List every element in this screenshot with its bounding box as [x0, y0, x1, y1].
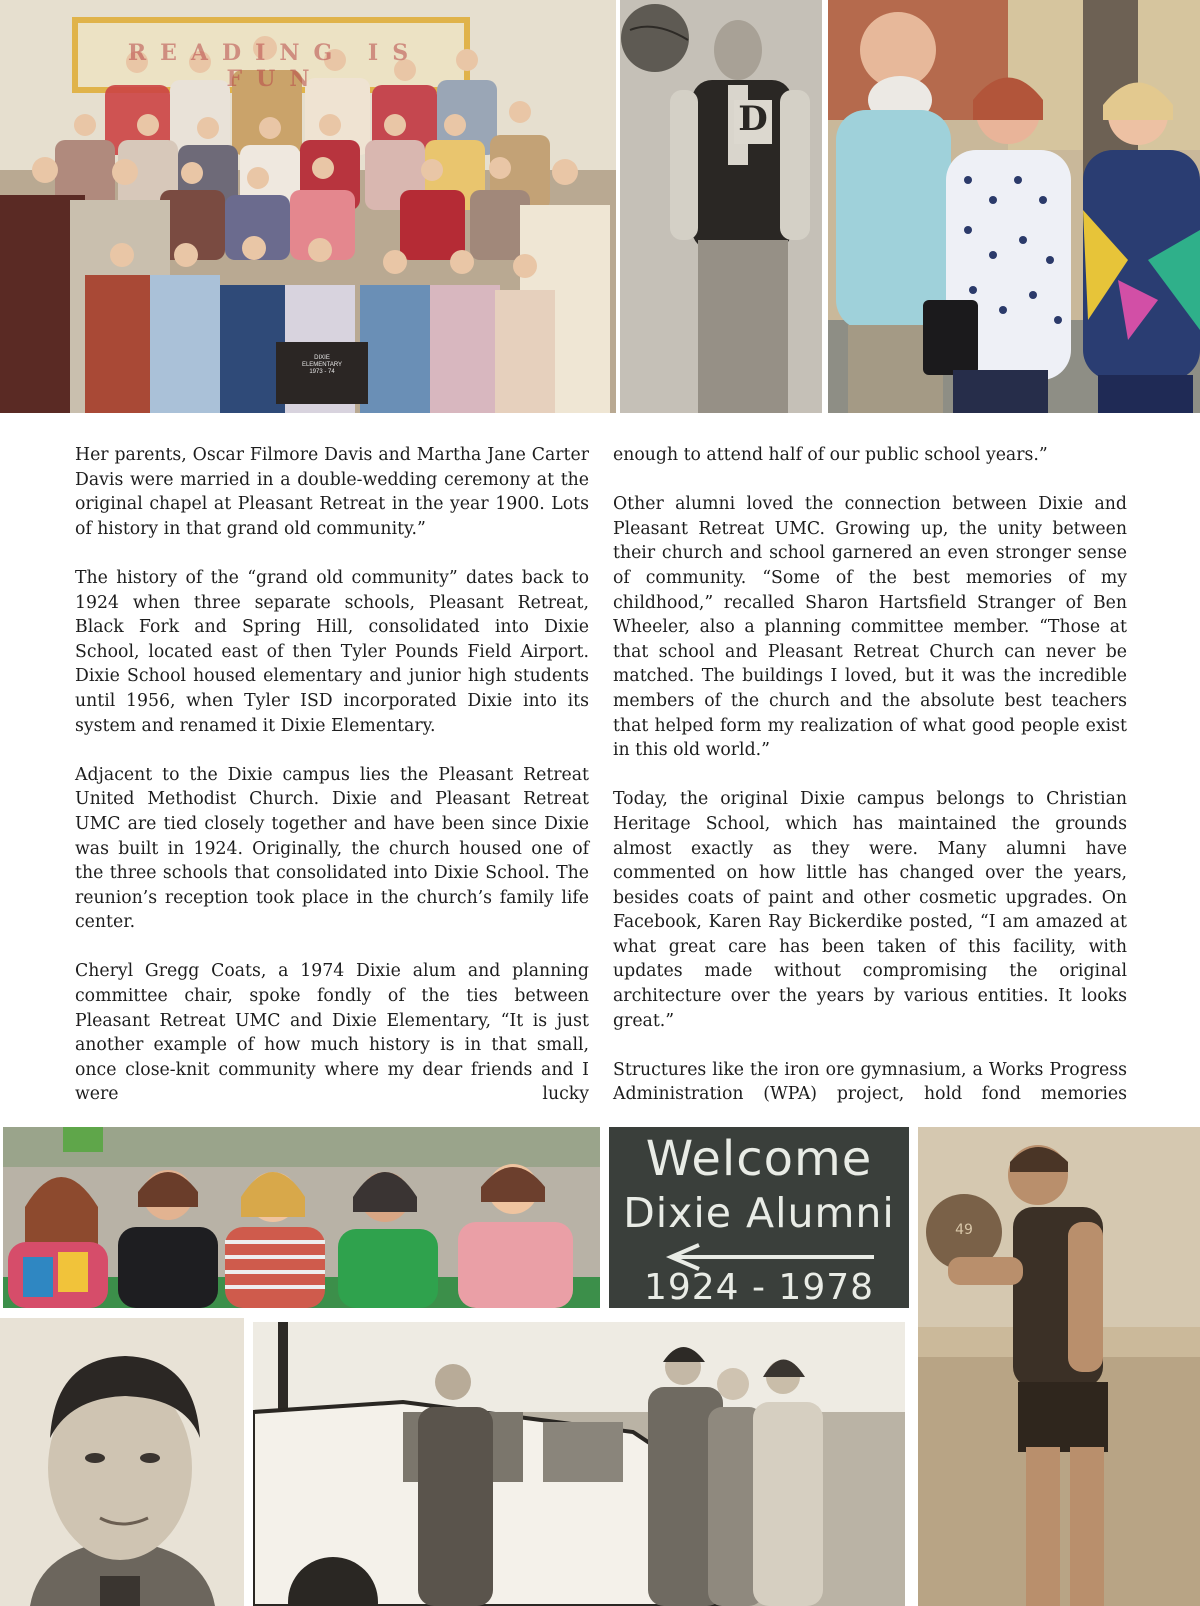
right-paragraph-2: Other alumni loved the connection between Dixie and Pleasant Retreat UMC. Growing up, the unity between their church and school garnered an even stronger sense of community. “Some of the best memories of my childhood,” recalled Sharon Hartsfield Stranger of Ben Wheeler, also a planning committee member. “Those at that school and Pleasant Retreat Church can never be matched. The buildings I loved, but it was the incredible members of the church and the absolute best teachers that helped form my realization of what good people exist in this old world.” [613, 494, 1127, 761]
right-paragraph-1: enough to attend half of our public school years.” [613, 445, 1048, 465]
welcome-chalkboard-photo [609, 1127, 909, 1308]
basketball-player-photo [918, 1127, 1200, 1606]
chalkboard-welcome: Welcome [645, 1131, 873, 1187]
reunion-group-photo [3, 1127, 600, 1308]
reading-banner: READING IS FUN [127, 40, 423, 92]
class-photo-1973 [0, 0, 616, 413]
coach-jacket-photo [620, 0, 822, 413]
alumni-trio-photo [828, 0, 1200, 413]
sign-line-1: DIXIE [314, 355, 330, 361]
class-photo-sign [276, 355, 368, 376]
chalkboard-dixie-alumni: Dixie Alumni [623, 1189, 895, 1237]
left-paragraph-1: Her parents, Oscar Filmore Davis and Martha Jane Carter Davis were married in a double-wedding ceremony at the original chapel at Pleasant Retreat in the year 1900. Lots of history in that grand old community.” [75, 445, 589, 539]
group-by-car-photo [253, 1322, 905, 1606]
portrait-man-photo [0, 1318, 244, 1606]
sign-line-2: ELEMENTARY [301, 362, 343, 368]
portrait-illustration [0, 1318, 244, 1606]
car-group-illustration [253, 1322, 905, 1606]
left-paragraph-3: Adjacent to the Dixie campus lies the Pleasant Retreat United Methodist Church. Dixie and Pleasant Retreat UMC are tied closely together and have been since Dixie was built in 1924. Originally, the church housed one of the three schools that consolidated into Dixie School. The reunion’s reception took place in the church’s family life center. [75, 764, 589, 933]
left-paragraph-4: Cheryl Gregg Coats, a 1974 Dixie alum and planning committee chair, spoke fondly of the ties between Pleasant Retreat UMC and Dixie Elementary, “It is just another example of how much history is in that small, once close-knit community where my dear friends and I were lucky [75, 961, 589, 1105]
sign-line-3: 1973 - 74 [309, 369, 335, 375]
article-right-column [613, 443, 1127, 1132]
coach-illustration [620, 0, 822, 413]
jacket-letter: D [738, 99, 768, 139]
right-paragraph-3: Today, the original Dixie campus belongs to Christian Heritage School, which has maintained the grounds almost exactly as they were. Many alumni have commented on how little has changed over the years, besides coats of paint and other cosmetic upgrades. On Facebook, Karen Ray Bickerdike posted, “I am amazed at what great care has been taken of this facility, with updates made without compromising the original architecture over the years by various entities. It looks great.” [613, 789, 1127, 1031]
basketball-number: 49 [955, 1222, 973, 1238]
reunion-illustration [3, 1127, 600, 1308]
left-paragraph-2: The history of the “grand old community” dates back to 1924 when three separate schools, Pleasant Retreat, Black Fork and Spring Hill, consolidated into Dixie School, located east of then Tyler Pounds Field Airport. Dixie School housed elementary and junior high students until 1956, when Tyler ISD incorporated Dixie into its system and renamed it Dixie Elementary. [75, 567, 589, 736]
article-left-column [75, 443, 589, 1132]
player-illustration [918, 1127, 1200, 1606]
chalkboard-years: 1924 - 1978 [643, 1267, 875, 1308]
right-paragraph-4: Structures like the iron ore gymnasium, a Works Progress Administration (WPA) project, hold fond memories [613, 1059, 1127, 1105]
trio-illustration [828, 0, 1200, 413]
